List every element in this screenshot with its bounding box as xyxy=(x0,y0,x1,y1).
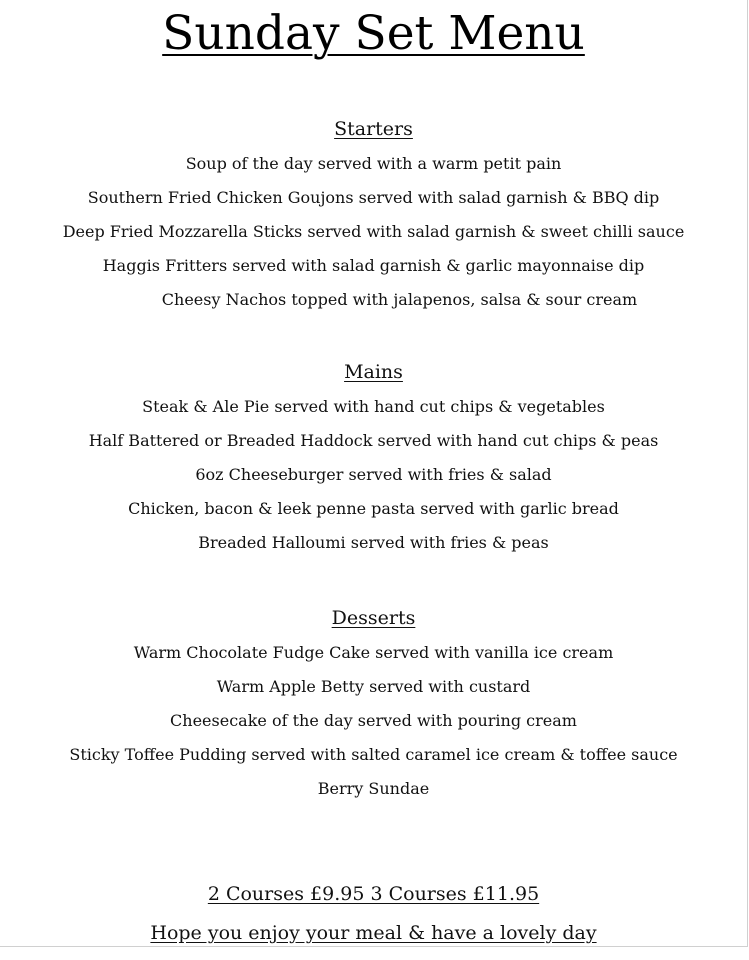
menu-item: Southern Fried Chicken Goujons served with salad garnish & BBQ dip xyxy=(87,188,660,207)
menu-item: Haggis Fritters served with salad garnish & garlic mayonnaise dip xyxy=(102,256,645,275)
section-heading-desserts: Desserts xyxy=(331,607,416,629)
section-heading-starters: Starters xyxy=(334,118,413,140)
menu-item: Half Battered or Breaded Haddock served with hand cut chips & peas xyxy=(88,431,659,450)
menu-item: Sticky Toffee Pudding served with salted caramel ice cream & toffee sauce xyxy=(69,745,678,764)
menu-item: Soup of the day served with a warm petit pain xyxy=(185,154,562,173)
menu-item: Berry Sundae xyxy=(317,779,430,798)
menu-item: Chicken, bacon & leek penne pasta served with garlic bread xyxy=(128,499,619,518)
menu-item: Deep Fried Mozzarella Sticks served with salad garnish & sweet chilli sauce xyxy=(62,222,685,241)
menu-item: Steak & Ale Pie served with hand cut chips & vegetables xyxy=(142,397,605,416)
menu-item: Warm Apple Betty served with custard xyxy=(216,677,531,696)
menu-item: Cheesecake of the day served with pouring cream xyxy=(170,711,577,730)
pricing-line: 2 Courses £9.95 3 Courses £11.95 xyxy=(207,883,540,905)
section-starters xyxy=(0,116,747,317)
section-mains xyxy=(0,359,747,560)
menu-item: Breaded Halloumi served with fries & peas xyxy=(198,533,549,552)
section-desserts xyxy=(0,605,747,806)
closing-message: Hope you enjoy your meal & have a lovely day xyxy=(150,922,597,944)
menu-title: Sunday Set Menu xyxy=(162,6,585,61)
menu-item: Warm Chocolate Fudge Cake served with vanilla ice cream xyxy=(133,643,614,662)
menu-item: Cheesy Nachos topped with jalapenos, salsa & sour cream xyxy=(161,290,638,309)
section-heading-mains: Mains xyxy=(344,361,403,383)
menu-item: 6oz Cheeseburger served with fries & salad xyxy=(195,465,552,484)
